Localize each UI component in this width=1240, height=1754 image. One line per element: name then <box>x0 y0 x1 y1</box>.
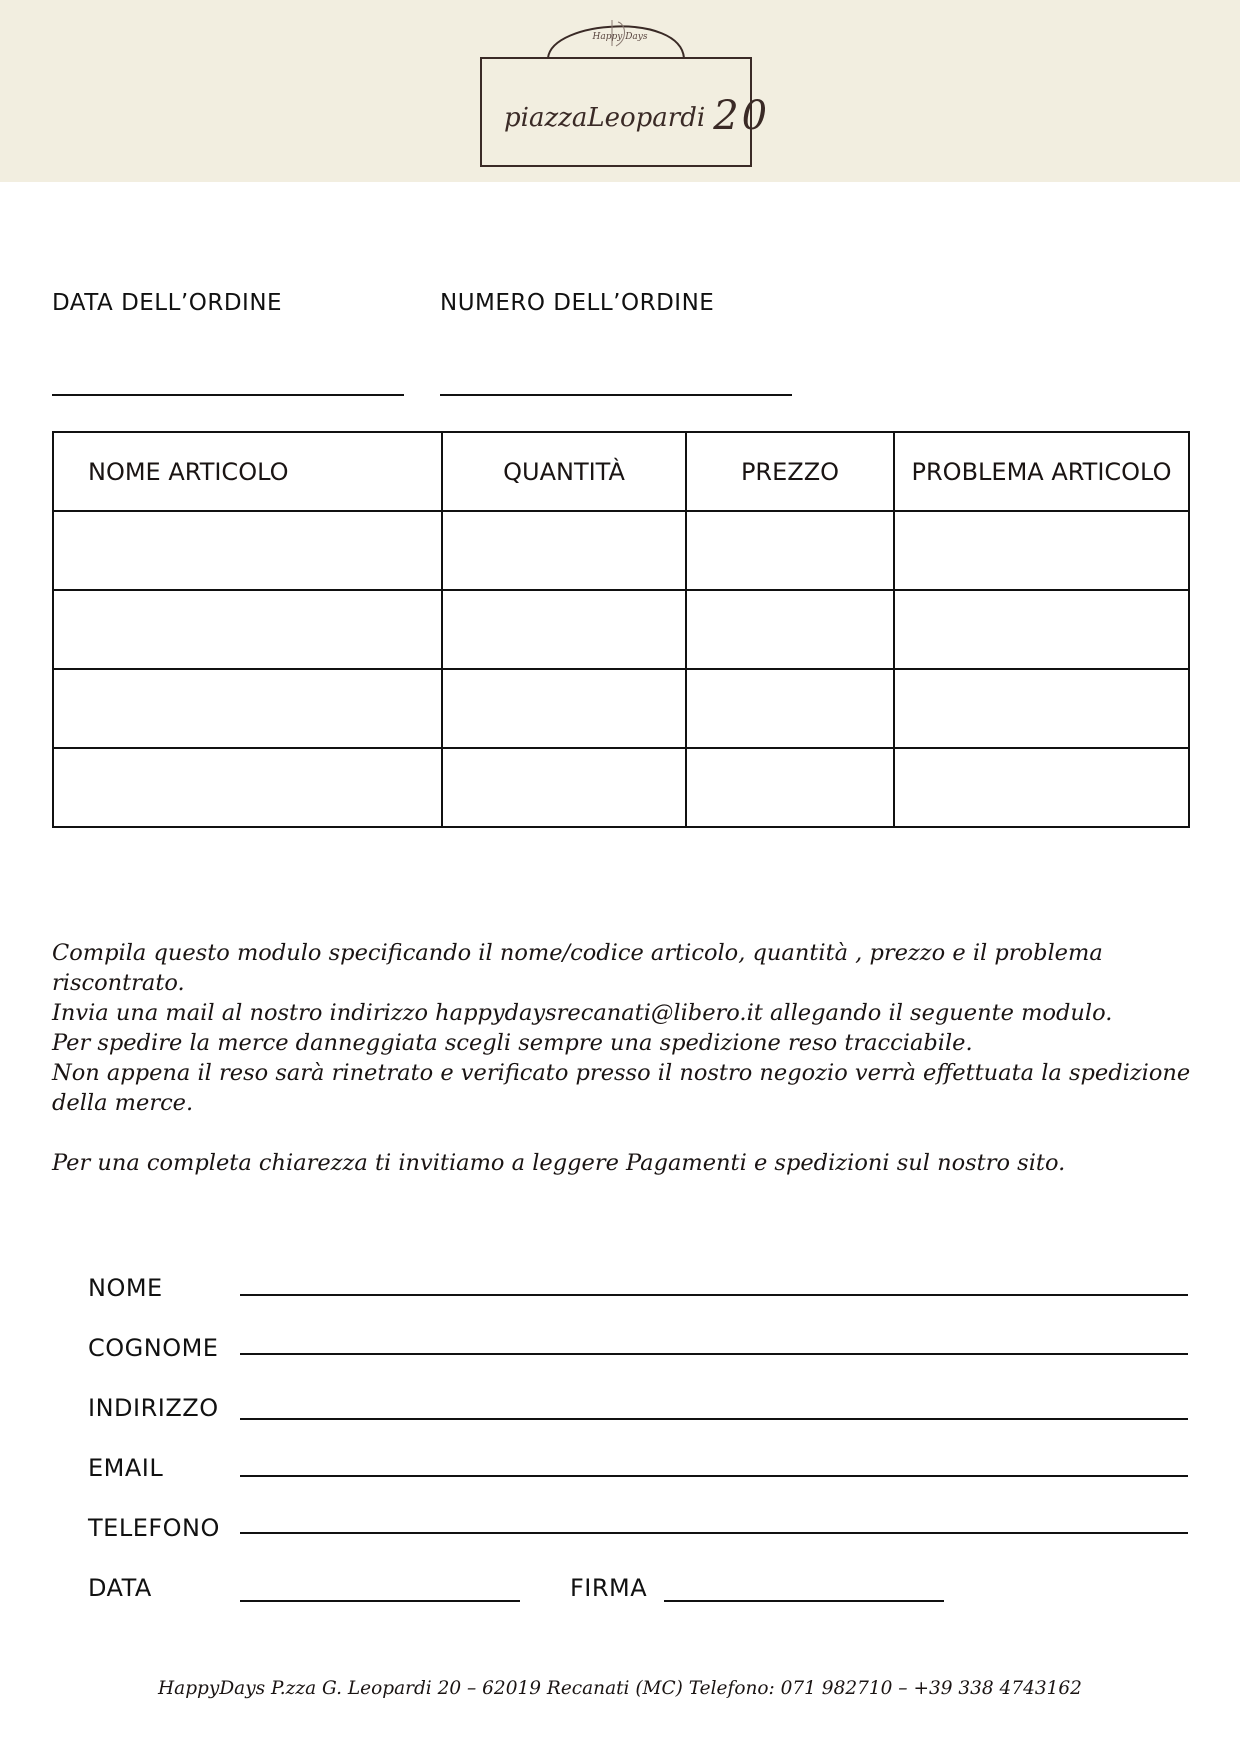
cell-item-problem[interactable] <box>894 590 1189 669</box>
header-item-problem: PROBLEMA ARTICOLO <box>894 432 1189 511</box>
cell-price[interactable] <box>686 511 894 590</box>
cell-item-name[interactable] <box>53 590 442 669</box>
order-date-label: DATA DELL’ORDINE <box>52 290 283 316</box>
cell-item-name[interactable] <box>53 748 442 827</box>
header-band <box>0 0 1240 182</box>
cell-quantity[interactable] <box>442 669 686 748</box>
header-quantity: QUANTITÀ <box>442 432 686 511</box>
table-header-row <box>53 432 1189 511</box>
instruction-line: Compila questo modulo specificando il nome/codice articolo, quantità , prezzo e il problema riscontrato. <box>52 940 1103 996</box>
cognome-label: COGNOME <box>88 1334 219 1362</box>
order-number-field[interactable] <box>440 394 792 396</box>
data-label: DATA <box>88 1574 152 1602</box>
indirizzo-label: INDIRIZZO <box>88 1394 219 1422</box>
email-label: EMAIL <box>88 1454 164 1482</box>
logo-text <box>504 93 770 139</box>
telefono-label: TELEFONO <box>88 1514 220 1542</box>
indirizzo-field[interactable] <box>240 1418 1188 1420</box>
instruction-line: Non appena il reso sarà rinetrato e verificato presso il nostro negozio verrà effettuata la spedizione della merce. <box>52 1060 1191 1116</box>
cognome-field[interactable] <box>240 1353 1188 1355</box>
instruction-line: Per spedire la merce danneggiata scegli sempre una spedizione reso tracciabile. <box>52 1030 973 1056</box>
paragraph-gap <box>52 1118 1192 1148</box>
order-date-field[interactable] <box>52 394 404 396</box>
cell-item-name[interactable] <box>53 669 442 748</box>
order-number-label: NUMERO DELL’ORDINE <box>440 290 715 316</box>
header-price: PREZZO <box>686 432 894 511</box>
cell-item-problem[interactable] <box>894 669 1189 748</box>
data-field[interactable] <box>240 1600 520 1602</box>
brand-logo <box>480 10 771 172</box>
table-row <box>53 669 1189 748</box>
instructions-text <box>52 938 1192 1178</box>
nome-field[interactable] <box>240 1294 1188 1296</box>
footer-contact: HappyDays P.zza G. Leopardi 20 – 62019 Recanati (MC) Telefono: 071 982710 – +39 338 4743162 <box>158 1678 1082 1699</box>
cell-item-problem[interactable] <box>894 511 1189 590</box>
table-row <box>53 590 1189 669</box>
instruction-note: Per una completa chiarezza ti invitiamo a leggere Pagamenti e spedizioni sul nostro sito. <box>52 1150 1066 1176</box>
instruction-line: Invia una mail al nostro indirizzo happydaysrecanati@libero.it allegando il seguente modulo. <box>52 1000 1113 1026</box>
firma-field[interactable] <box>664 1600 944 1602</box>
logo-arc-text: Happy Days <box>592 32 648 42</box>
logo-number: 20 <box>713 93 771 139</box>
table-row <box>53 511 1189 590</box>
cell-item-name[interactable] <box>53 511 442 590</box>
firma-label: FIRMA <box>570 1574 648 1602</box>
table-row <box>53 748 1189 827</box>
logo-name: piazzaLeopardi <box>504 103 706 133</box>
cell-item-problem[interactable] <box>894 748 1189 827</box>
logo-box <box>480 57 771 167</box>
cell-quantity[interactable] <box>442 511 686 590</box>
nome-label: NOME <box>88 1274 163 1302</box>
email-field[interactable] <box>240 1475 1188 1477</box>
telefono-field[interactable] <box>240 1532 1188 1534</box>
cell-price[interactable] <box>686 748 894 827</box>
header-item-name: NOME ARTICOLO <box>53 432 442 511</box>
items-table <box>52 431 1190 828</box>
cell-quantity[interactable] <box>442 748 686 827</box>
cell-quantity[interactable] <box>442 590 686 669</box>
cell-price[interactable] <box>686 669 894 748</box>
cell-price[interactable] <box>686 590 894 669</box>
